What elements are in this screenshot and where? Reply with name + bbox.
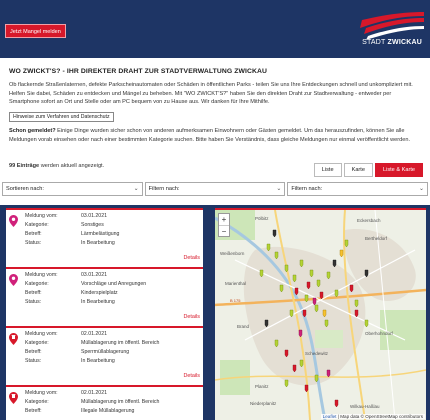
- item-status-row: [25, 299, 115, 305]
- place-label: Marienthal: [225, 281, 247, 286]
- zoom-out-button[interactable]: −: [219, 225, 229, 236]
- chevron-down-icon: ⌄: [418, 186, 425, 192]
- item-status-row: [25, 240, 115, 246]
- pin-icon: [9, 215, 18, 227]
- chevron-down-icon: ⌄: [133, 186, 139, 192]
- item-date: 02.01.2021: [81, 390, 107, 396]
- view-toggle: [314, 163, 423, 177]
- view-list-map-button[interactable]: Liste & Karte: [375, 163, 423, 177]
- item-date-row: [25, 272, 107, 278]
- item-category-label: Kategorie:: [25, 222, 49, 228]
- report-list[interactable]: [6, 208, 203, 420]
- item-subject: Lärmbelästigung: [81, 231, 120, 237]
- already-reported-heading: Schon gemeldet?: [9, 128, 56, 134]
- item-subject-label: Betreff:: [25, 349, 42, 355]
- item-date-row: [25, 390, 107, 396]
- item-status-label: Status:: [25, 358, 42, 364]
- leaflet-link[interactable]: Leaflet: [322, 414, 337, 419]
- logo-prefix: STADT: [362, 39, 386, 46]
- list-item[interactable]: [6, 208, 203, 267]
- list-item[interactable]: [6, 385, 203, 420]
- item-status-row: [25, 358, 115, 364]
- item-subject-label: Betreff:: [25, 408, 42, 414]
- place-label: Bertheldorf: [365, 236, 388, 241]
- item-status-label: Status:: [25, 299, 42, 305]
- filter-select-2[interactable]: [287, 182, 428, 196]
- place-label: Niederplanitz: [250, 401, 277, 406]
- item-subject-row: [25, 349, 129, 355]
- list-item[interactable]: [6, 267, 203, 326]
- item-category: Müllablagerung im öffentl. Bereich: [81, 340, 160, 346]
- header: [0, 0, 430, 58]
- item-date-row: [25, 331, 107, 337]
- item-date-row: [25, 213, 107, 219]
- item-category-row: [25, 222, 104, 228]
- place-label: Oberhohndorf: [365, 331, 393, 336]
- filter-bar: [2, 182, 428, 198]
- item-status: In Bearbeitung: [81, 358, 115, 364]
- item-subject: Sperrmüllablagerung: [81, 349, 130, 355]
- road-label: B 175: [230, 298, 241, 303]
- place-label: Planitz: [255, 384, 269, 389]
- item-category-row: [25, 340, 159, 346]
- trash-pin-icon: [9, 392, 18, 404]
- pin-icon: [9, 274, 18, 286]
- map-attribution: [321, 414, 425, 419]
- item-date: 02.01.2021: [81, 331, 107, 337]
- details-link[interactable]: Details: [183, 314, 200, 320]
- place-label: Wilkau-Haßlau: [350, 404, 380, 409]
- item-subject-label: Betreff:: [25, 231, 42, 237]
- item-subject-label: Betreff:: [25, 290, 42, 296]
- details-link[interactable]: Details: [183, 255, 200, 261]
- item-subject-row: [25, 408, 134, 414]
- item-date: 03.01.2021: [81, 272, 107, 278]
- filter-select-1-label: Filtern nach:: [148, 186, 180, 192]
- report-defect-button[interactable]: Jetzt Mangel melden: [5, 24, 66, 38]
- zoom-in-button[interactable]: +: [221, 215, 227, 224]
- attribution-text: | Map data © OpenStreetMap contributors: [336, 414, 423, 419]
- view-list-button[interactable]: Liste: [314, 163, 342, 177]
- item-date-label: Meldung vom:: [25, 331, 58, 337]
- sort-select-label: Sortieren nach:: [6, 186, 44, 192]
- details-link[interactable]: Details: [183, 373, 200, 379]
- view-map-button[interactable]: Karte: [344, 163, 373, 177]
- entry-count: [9, 163, 104, 169]
- item-date-label: Meldung vom:: [25, 390, 58, 396]
- item-status: In Bearbeitung: [81, 299, 115, 305]
- item-category-label: Kategorie:: [25, 340, 49, 346]
- map-tiles: [215, 210, 426, 420]
- place-label: Eckersbach: [357, 218, 381, 223]
- page-title: WO ZWICKT'S? - IHR DIREKTER DRAHT ZUR STADTVERWALTUNG ZWICKAU: [9, 68, 268, 75]
- place-label: Brand: [237, 324, 250, 329]
- item-category: Vorschläge und Anregungen: [81, 281, 147, 287]
- item-subject: Illegale Müllablagerung: [81, 408, 135, 414]
- filter-select-1[interactable]: [145, 182, 286, 196]
- intro-text: Ob flackernde Straßenlaternen, defekte Parkscheinautomaten oder Schäden in öffentlichen Parks - teilen Sie uns Ihre Entdeckungen schnell und unkompliziert mit. Helfen Sie dabei, Schäden zu entdecken und Mängel zu beheben. Mit "WO ZWICKT'S?" haben Sie den direkten Draht zur Stadtverwaltung - entweder per Smartphone sofort an Ort und Stelle oder am PC bequem von zu Hause aus. Wir danken für Ihre Mithilfe.: [9, 82, 413, 106]
- map[interactable]: [215, 208, 426, 420]
- filter-select-2-label: Filtern nach:: [291, 186, 323, 192]
- item-status-label: Status:: [25, 240, 42, 246]
- item-subject: Kinderspielplatz: [81, 290, 118, 296]
- item-category-label: Kategorie:: [25, 281, 49, 287]
- zoom-control: [218, 213, 230, 237]
- place-label: Weißenborn: [220, 251, 245, 256]
- item-category: Sonstiges: [81, 222, 104, 228]
- item-status: In Bearbeitung: [81, 240, 115, 246]
- entry-count-number: 99 Einträge: [9, 163, 40, 169]
- item-date-label: Meldung vom:: [25, 272, 58, 278]
- item-subject-row: [25, 231, 119, 237]
- logo-name: ZWICKAU: [387, 39, 422, 46]
- privacy-info-button[interactable]: Hinweise zum Verfahren und Datenschutz: [9, 112, 114, 122]
- chevron-down-icon: ⌄: [276, 186, 282, 192]
- entry-count-suffix: werden aktuell angezeigt.: [39, 163, 105, 169]
- item-subject-row: [25, 290, 118, 296]
- list-item[interactable]: [6, 326, 203, 385]
- item-category: Müllablagerung im öffentl. Bereich: [81, 399, 160, 405]
- already-reported-text: [9, 127, 423, 144]
- results-area: [0, 205, 430, 420]
- item-date-label: Meldung vom:: [25, 213, 58, 219]
- sort-select[interactable]: [2, 182, 143, 196]
- item-category-row: [25, 399, 159, 405]
- city-logo-text: [362, 39, 422, 46]
- place-label: Schedewitz: [305, 351, 329, 356]
- already-reported-body: Einige Dinge wurden sicher schon von anderen aufmerksamen Einwohnern oder Gästen gemeldet. Um das herauszufinden, können Sie alle Meldungen vorab einsehen oder nach einer bestimmten Kategorie suchen. Bitte haben Sie Verständnis, dass gleiche Meldungen nur einmal veröffentlicht werden.: [9, 128, 411, 143]
- item-category-label: Kategorie:: [25, 399, 49, 405]
- place-label: Pölbitz: [255, 216, 269, 221]
- trash-pin-icon: [9, 333, 18, 345]
- item-category-row: [25, 281, 146, 287]
- intro-card: [2, 62, 428, 182]
- item-date: 03.01.2021: [81, 213, 107, 219]
